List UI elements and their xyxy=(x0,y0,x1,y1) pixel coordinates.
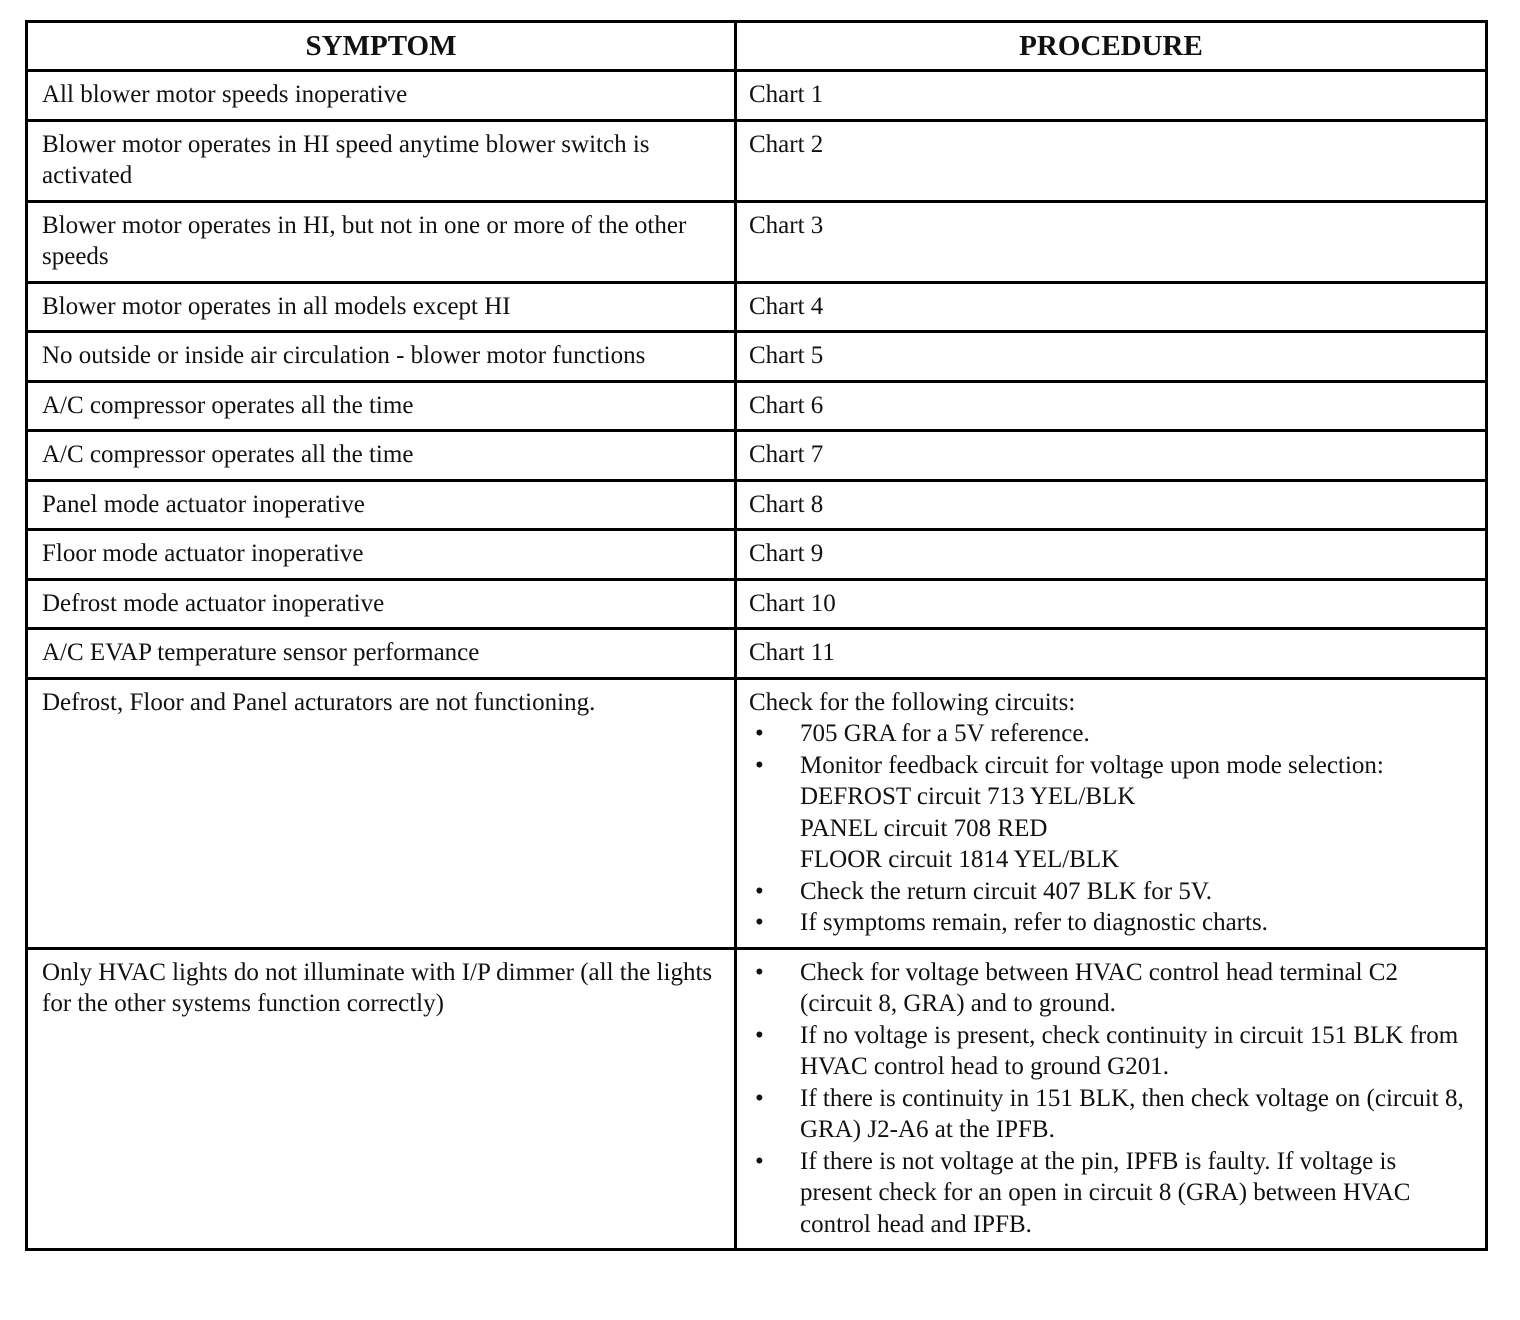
bullet-item xyxy=(749,1146,1473,1241)
symptom-cell: Panel mode actuator inoperative xyxy=(27,480,736,530)
procedure-cell: Chart 11 xyxy=(736,629,1487,679)
table-row xyxy=(27,71,1487,121)
procedure-cell: Chart 9 xyxy=(736,530,1487,580)
procedure-cell: Chart 1 xyxy=(736,71,1487,121)
procedure-column-header: PROCEDURE xyxy=(736,22,1487,71)
bullet-text: If there is continuity in 151 BLK, then check voltage on (circuit 8, GRA) J2-A6 at the IPFB. xyxy=(800,1084,1464,1143)
bullet-item xyxy=(749,907,1473,939)
procedure-cell: Chart 6 xyxy=(736,381,1487,431)
circuit-line-floor: FLOOR circuit 1814 YEL/BLK xyxy=(800,846,1120,873)
symptom-cell: A/C compressor operates all the time xyxy=(27,431,736,481)
bullet-item xyxy=(749,1020,1473,1083)
procedure-cell: Chart 8 xyxy=(736,480,1487,530)
table-row xyxy=(27,480,1487,530)
diagnostic-table-container xyxy=(25,20,1485,1251)
symptom-cell: Defrost mode actuator inoperative xyxy=(27,579,736,629)
table-row xyxy=(27,431,1487,481)
table-row xyxy=(27,120,1487,201)
symptom-cell: Only HVAC lights do not illuminate with I/P dimmer (all the lights for the other systems function correctly) xyxy=(27,948,736,1250)
procedure-bullet-list xyxy=(749,957,1473,1241)
table-row xyxy=(27,579,1487,629)
procedure-cell xyxy=(736,678,1487,948)
table-row xyxy=(27,678,1487,948)
bullet-item xyxy=(749,718,1473,750)
symptom-cell: Blower motor operates in all models except HI xyxy=(27,282,736,332)
symptom-procedure-table xyxy=(25,20,1488,1251)
circuit-line-defrost: DEFROST circuit 713 YEL/BLK xyxy=(800,783,1136,810)
table-row xyxy=(27,332,1487,382)
bullet-item xyxy=(749,876,1473,908)
bullet-text: Check the return circuit 407 BLK for 5V. xyxy=(800,877,1212,905)
table-row xyxy=(27,381,1487,431)
symptom-cell: Defrost, Floor and Panel acturators are not functioning. xyxy=(27,678,736,948)
symptom-cell: No outside or inside air circulation - blower motor functions xyxy=(27,332,736,382)
procedure-cell xyxy=(736,948,1487,1250)
symptom-cell: Blower motor operates in HI, but not in one or more of the other speeds xyxy=(27,201,736,282)
bullet-text: Check for voltage between HVAC control head terminal C2 (circuit 8, GRA) and to ground. xyxy=(800,958,1398,1017)
table-row xyxy=(27,201,1487,282)
bullet-text: Monitor feedback circuit for voltage upon mode selection: xyxy=(800,751,1384,779)
bullet-text: If there is not voltage at the pin, IPFB is faulty. If voltage is present check for an open in circuit 8 (GRA) between HVAC control head and IPFB. xyxy=(800,1147,1411,1238)
procedure-cell: Chart 2 xyxy=(736,120,1487,201)
procedure-cell: Chart 4 xyxy=(736,282,1487,332)
symptom-cell: A/C EVAP temperature sensor performance xyxy=(27,629,736,679)
symptom-cell: Floor mode actuator inoperative xyxy=(27,530,736,580)
bullet-item xyxy=(749,1083,1473,1146)
bullet-text: 705 GRA for a 5V reference. xyxy=(800,720,1090,747)
symptom-cell: A/C compressor operates all the time xyxy=(27,381,736,431)
procedure-cell: Chart 3 xyxy=(736,201,1487,282)
procedure-cell: Chart 10 xyxy=(736,579,1487,629)
circuit-line-panel: PANEL circuit 708 RED xyxy=(800,814,1048,842)
procedure-intro: Check for the following circuits: xyxy=(749,688,1076,716)
bullet-text: If symptoms remain, refer to diagnostic charts. xyxy=(800,909,1268,936)
symptom-cell: Blower motor operates in HI speed anytime blower switch is activated xyxy=(27,120,736,201)
table-row xyxy=(27,629,1487,679)
bullet-item xyxy=(749,957,1473,1020)
procedure-bullet-list xyxy=(749,718,1473,939)
procedure-cell: Chart 5 xyxy=(736,332,1487,382)
table-row xyxy=(27,282,1487,332)
procedure-cell: Chart 7 xyxy=(736,431,1487,481)
header-row xyxy=(27,22,1487,71)
bullet-text: If no voltage is present, check continuity in circuit 151 BLK from HVAC control head to ground G201. xyxy=(800,1021,1459,1080)
symptom-column-header: SYMPTOM xyxy=(27,22,736,71)
bullet-item xyxy=(749,750,1473,876)
table-row xyxy=(27,948,1487,1250)
symptom-cell: All blower motor speeds inoperative xyxy=(27,71,736,121)
table-row xyxy=(27,530,1487,580)
